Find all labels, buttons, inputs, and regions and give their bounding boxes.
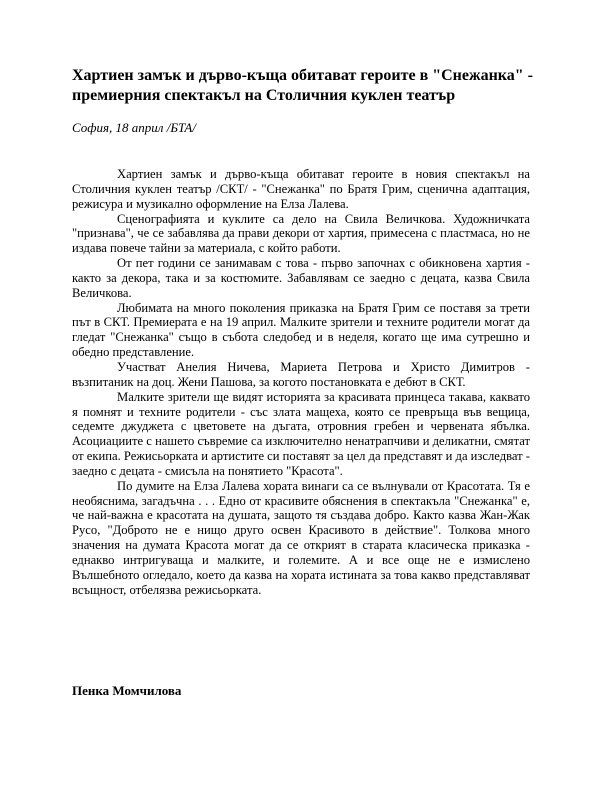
article-author: Пенка Момчилова (72, 683, 182, 698)
article-title: Хартиен замък и дърво-къща обитават героите в "Снежанка" - премиерния спектакъл на Столичния куклен театър (72, 67, 533, 104)
article-paragraph: Участват Анелия Ничева, Мариета Петрова и Христо Димитров - възпитаник на доц. Жени Пашова, за когото постановката е дебют в СКТ. (72, 359, 530, 389)
article-paragraph: Хартиен замък и дърво-къща обитават героите в новия спектакъл на Столичния куклен театър /СКТ/ - "Снежанка" по Братя Грим, сценична адаптация, режисура и музикално оформление на Елза Лалева. (72, 167, 530, 211)
article-dateline: София, 18 април /БТА/ (72, 120, 196, 135)
article-paragraph: Любимата на много поколения приказка на Братя Грим се поставя за трети път в СКТ. Премиерата е на 19 април. Малките зрители и техните родители могат да гледат "Снежанка" също в събота следобед и в неделя, когато ще има сутрешно и обедно представление. (72, 300, 530, 360)
article-paragraph: От пет години се занимавам с това - първо започнах с обикновена хартия - както за декора, така и за костюмите. Забавлявам се заедно с децата, казва Свила Величкова. (72, 256, 530, 300)
article-body (72, 167, 530, 597)
article-paragraph: По думите на Елза Лалева хората винаги са се вълнували от Красотата. Тя е необяснима, загадъчна . . . Едно от красивите обяснения в спектакъла "Снежанка" е, че най-важна е красотата на душата, защото тя създава добро. Както казва Жан-Жак Русо, "Доброто не е нищо друго освен Красивото в действие". Толкова много значения на думата Красота могат да се открият в старата класическа приказка - еднакво интригуваща и малките, и големите. А и все още не е измислено Вълшебното огледало, което да казва на хората истината за това какво представляват всъщност, отбелязва режисьорката. (72, 478, 530, 597)
article-paragraph: Малките зрители ще видят историята за красивата принцеса такава, каквато я помнят и техните родители - със злата мащеха, която се превръща във вещица, седемте джуджета с цветовете на дъгата, отровния гребен и червената ябълка. Асоциациите с нашето съвремие са изключително ненатрапчиви и деликатни, смятат от екипа. Режисьорката и артистите си поставят за цел да представят и да изследват - заедно с децата - смисъла на понятието "Красота". (72, 389, 530, 478)
article-paragraph: Сценографията и куклите са дело на Свила Величкова. Художничката "признава", че се забавлява да прави декори от хартия, примесена с пластмаса, но не издава повече тайни за материала, с който работи. (72, 211, 530, 256)
